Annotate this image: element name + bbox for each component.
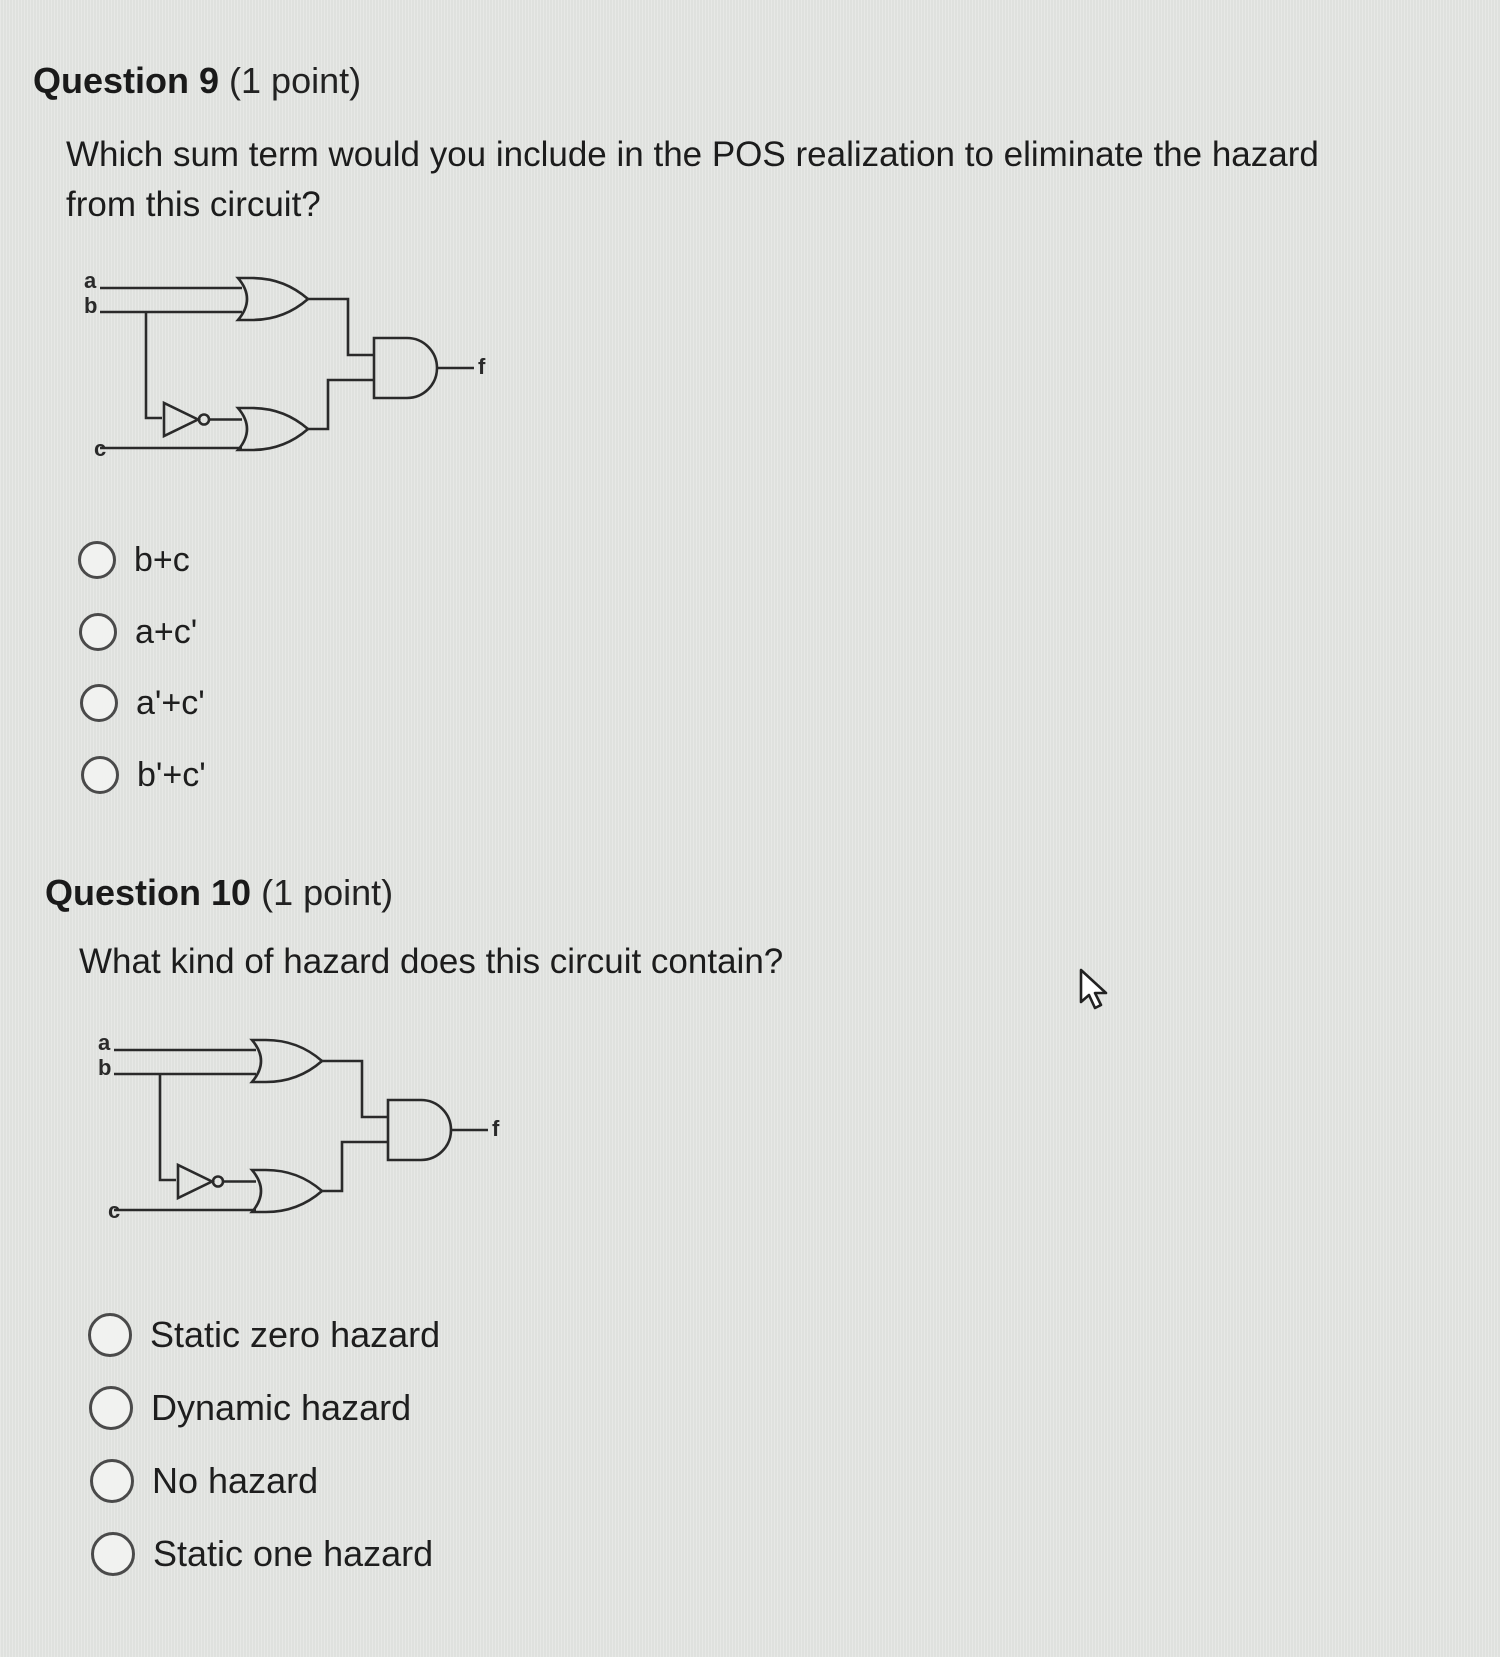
option-a-plus-c-prime[interactable] bbox=[79, 607, 197, 657]
or-gate-top bbox=[238, 278, 308, 320]
circuit-diagram bbox=[82, 268, 542, 483]
output-label-f: f bbox=[478, 354, 486, 379]
option-label: b+c bbox=[134, 540, 190, 579]
option-label: b'+c' bbox=[137, 755, 206, 794]
input-label-b: b bbox=[98, 1055, 112, 1080]
circuit-diagram bbox=[96, 1030, 556, 1245]
input-label-b: b bbox=[84, 293, 98, 318]
option-label: a'+c' bbox=[136, 683, 205, 722]
or-gate-bottom bbox=[238, 408, 308, 450]
radio-button[interactable] bbox=[90, 1459, 134, 1503]
input-label-a: a bbox=[98, 1030, 111, 1055]
option-b-prime-plus-c-prime[interactable] bbox=[81, 750, 206, 800]
option-label: No hazard bbox=[152, 1460, 319, 1501]
input-label-c: c bbox=[108, 1198, 121, 1223]
or-gate-bottom bbox=[252, 1170, 322, 1212]
not-gate bbox=[178, 1165, 212, 1198]
option-label: Static zero hazard bbox=[150, 1314, 441, 1355]
or-gate-top bbox=[252, 1040, 322, 1082]
option-static-one-hazard[interactable] bbox=[91, 1529, 433, 1579]
radio-button[interactable] bbox=[88, 1313, 132, 1357]
and-gate bbox=[388, 1100, 451, 1160]
option-label: Static one hazard bbox=[153, 1533, 434, 1574]
option-dynamic-hazard[interactable] bbox=[89, 1383, 411, 1433]
input-label-a: a bbox=[84, 268, 97, 293]
output-label-f: f bbox=[492, 1116, 500, 1141]
question-title: Question 9 bbox=[33, 60, 220, 101]
question-title: Question 10 bbox=[45, 872, 252, 913]
option-b-plus-c[interactable] bbox=[78, 535, 190, 585]
mouse-pointer-icon bbox=[1078, 968, 1112, 1017]
radio-button[interactable] bbox=[81, 756, 119, 794]
not-gate bbox=[164, 403, 198, 436]
option-label: Dynamic hazard bbox=[151, 1387, 412, 1428]
radio-button[interactable] bbox=[91, 1532, 135, 1576]
and-gate bbox=[374, 338, 437, 398]
option-no-hazard[interactable] bbox=[90, 1456, 318, 1506]
input-label-c: c bbox=[94, 436, 107, 461]
wire-b-branch bbox=[146, 312, 162, 418]
question-text: Which sum term would you include in the POS realization to eliminate the hazard from this circuit? bbox=[66, 135, 1319, 224]
question-10-header bbox=[45, 872, 393, 914]
option-static-zero-hazard[interactable] bbox=[88, 1310, 440, 1360]
question-points: (1 point) bbox=[261, 872, 394, 913]
option-label: a+c' bbox=[135, 612, 198, 651]
radio-button[interactable] bbox=[80, 684, 118, 722]
question-text: What kind of hazard does this circuit contain? bbox=[79, 942, 784, 981]
radio-button[interactable] bbox=[79, 613, 117, 651]
question-points: (1 point) bbox=[229, 60, 362, 101]
wire-b-branch bbox=[160, 1074, 176, 1180]
question-9-header bbox=[33, 60, 361, 102]
radio-button[interactable] bbox=[89, 1386, 133, 1430]
option-a-prime-plus-c-prime[interactable] bbox=[80, 678, 205, 728]
radio-button[interactable] bbox=[78, 541, 116, 579]
